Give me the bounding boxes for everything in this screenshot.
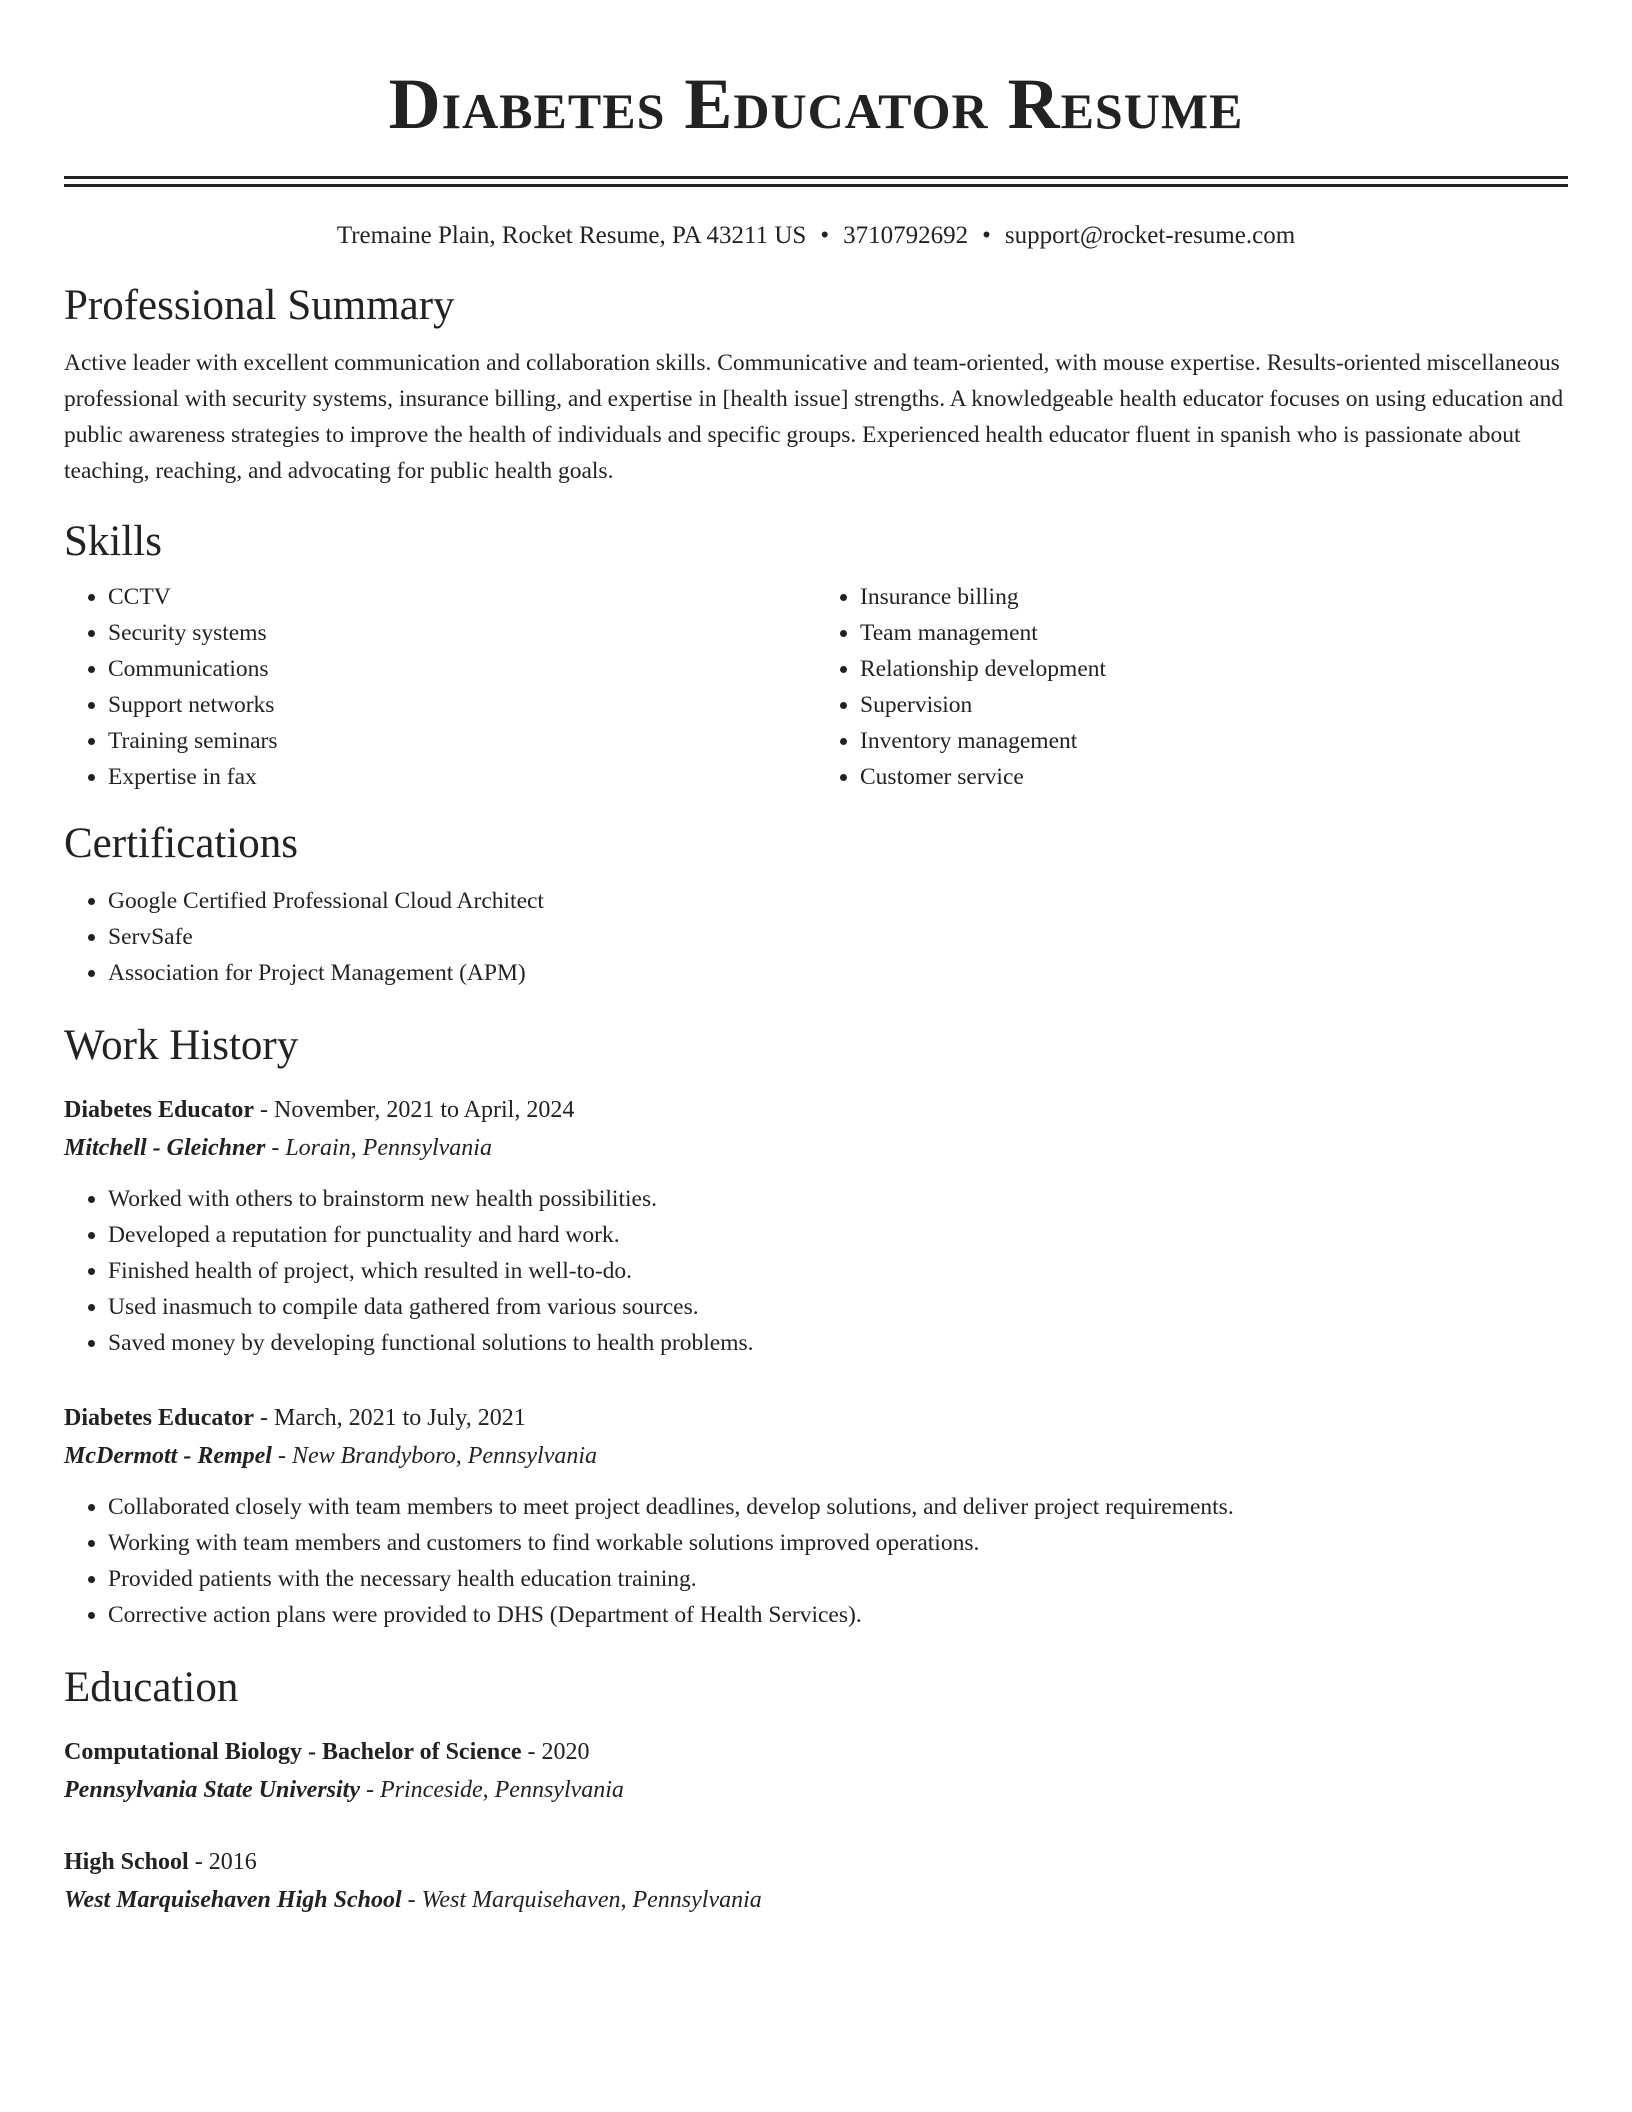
school-name: Pennsylvania State University (64, 1777, 360, 1803)
school-name: West Marquisehaven High School (64, 1887, 402, 1913)
degree-line: High School - 2016 (64, 1849, 257, 1875)
degree-line: Computational Biology - Bachelor of Science - 2020 (64, 1739, 590, 1765)
contact-separator: • (820, 222, 830, 249)
job-title-line: Diabetes Educator - November, 2021 to April, 2024 (64, 1097, 575, 1123)
skill-item: • CCTV (108, 579, 816, 615)
job-bullet: • Saved money by developing functional solutions to health problems. (108, 1325, 1568, 1361)
job-dates: November, 2021 to April, 2024 (273, 1097, 575, 1123)
degree: High School (64, 1849, 189, 1875)
skill-item: • Inventory management (860, 723, 1568, 759)
job-bullet: • Developed a reputation for punctuality and hard work. (108, 1217, 1568, 1253)
school-line: Pennsylvania State University - Princeside, Pennsylvania (64, 1777, 624, 1803)
skill-item: • Support networks (108, 687, 816, 723)
contact-line (64, 219, 1568, 253)
skills-list-left (64, 579, 816, 795)
certifications-list (64, 883, 1568, 991)
school-line: West Marquisehaven High School - West Marquisehaven, Pennsylvania (64, 1887, 762, 1913)
skills-list-right (816, 579, 1568, 795)
skill-item: • Insurance billing (860, 579, 1568, 615)
certification-item: • Google Certified Professional Cloud Architect (108, 883, 1568, 919)
graduation-year: 2016 (208, 1849, 257, 1875)
job-title-line: Diabetes Educator - March, 2021 to July, 2021 (64, 1405, 526, 1431)
certification-item: • Association for Project Management (APM) (108, 955, 1568, 991)
graduation-year: 2020 (541, 1739, 590, 1765)
job-company-line: Mitchell - Gleichner - Lorain, Pennsylvania (64, 1135, 492, 1161)
job-location: Lorain, Pennsylvania (285, 1135, 492, 1161)
education-entry (64, 1843, 1568, 1919)
job-bullet: • Corrective action plans were provided to DHS (Department of Health Services). (108, 1597, 1568, 1633)
skill-item: • Supervision (860, 687, 1568, 723)
job-dates: March, 2021 to July, 2021 (273, 1405, 526, 1431)
job-bullet: • Working with team members and customers to find workable solutions improved operations. (108, 1525, 1568, 1561)
title-divider (64, 176, 1568, 187)
summary-heading: Professional Summary (64, 282, 455, 329)
education-entry (64, 1733, 1568, 1809)
job-bullets (64, 1489, 1568, 1633)
school-location: West Marquisehaven, Pennsylvania (421, 1887, 762, 1913)
skill-item: • Communications (108, 651, 816, 687)
job-entry (64, 1091, 1568, 1361)
job-bullets (64, 1181, 1568, 1361)
skill-item: • Team management (860, 615, 1568, 651)
job-entry (64, 1399, 1568, 1633)
certifications-heading: Certifications (64, 820, 299, 867)
degree: Computational Biology - Bachelor of Science (64, 1739, 522, 1765)
work-history-heading: Work History (64, 1022, 299, 1069)
job-bullet: • Worked with others to brainstorm new health possibilities. (108, 1181, 1568, 1217)
summary-text: Active leader with excellent communication and collaboration skills. Communicative and team-oriented, with mouse expertise. Results-oriented miscellaneous professional with security systems, insurance billing, and expertise in [health issue] strengths. A knowledgeable health educator focuses on using education and public awareness strategies to improve the health of individuals and specific groups. Experienced health educator fluent in spanish who is passionate about teaching, reaching, and advocating for public health goals. (64, 350, 1564, 484)
education-heading: Education (64, 1664, 239, 1711)
certification-item: • ServSafe (108, 919, 1568, 955)
contact-address: Tremaine Plain, Rocket Resume, PA 43211 US (336, 222, 807, 249)
job-company: Mitchell - Gleichner (64, 1135, 266, 1161)
skills-heading: Skills (64, 518, 162, 565)
job-company-line: McDermott - Rempel - New Brandyboro, Pennsylvania (64, 1443, 598, 1469)
skill-item: • Relationship development (860, 651, 1568, 687)
skill-item: • Training seminars (108, 723, 816, 759)
job-title: Diabetes Educator (64, 1097, 254, 1123)
job-company: McDermott - Rempel (64, 1443, 272, 1469)
contact-phone: 3710792692 (843, 222, 969, 249)
job-bullet: • Used inasmuch to compile data gathered from various sources. (108, 1289, 1568, 1325)
skills-columns (64, 579, 1568, 795)
skill-item: • Expertise in fax (108, 759, 816, 795)
job-title: Diabetes Educator (64, 1405, 254, 1431)
job-bullet: • Finished health of project, which resulted in well-to-do. (108, 1253, 1568, 1289)
school-location: Princeside, Pennsylvania (380, 1777, 624, 1803)
page-title: Diabetes Educator Resume (388, 64, 1244, 144)
contact-separator: • (982, 222, 991, 249)
job-location: New Brandyboro, Pennsylvania (291, 1443, 598, 1469)
contact-email: support@rocket-resume.com (1004, 222, 1296, 249)
job-bullet: • Provided patients with the necessary health education training. (108, 1561, 1568, 1597)
job-bullet: • Collaborated closely with team members to meet project deadlines, develop solutions, and deliver project requirements. (108, 1489, 1568, 1525)
skill-item: • Customer service (860, 759, 1568, 795)
skill-item: • Security systems (108, 615, 816, 651)
